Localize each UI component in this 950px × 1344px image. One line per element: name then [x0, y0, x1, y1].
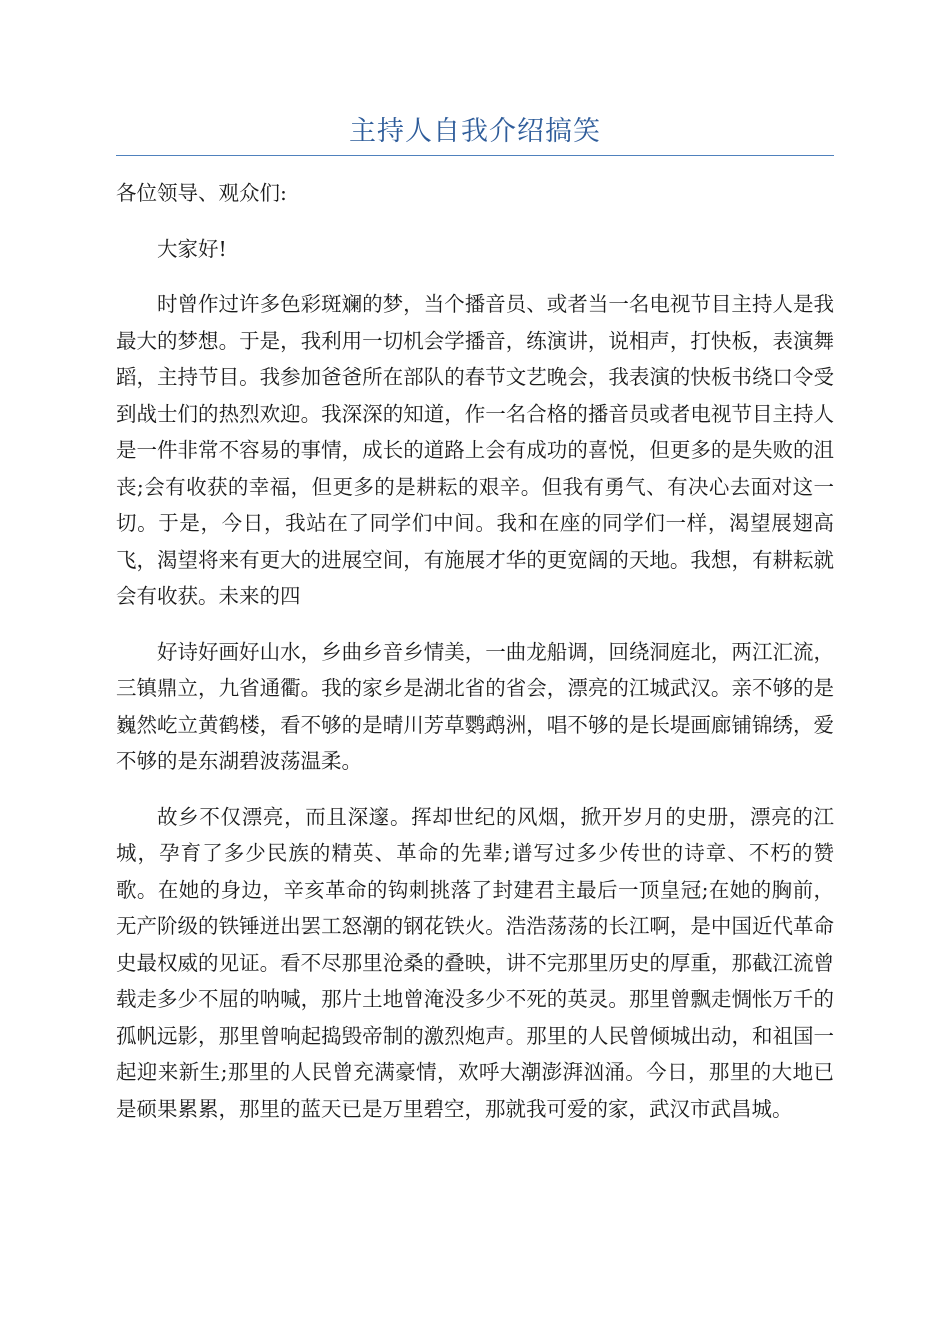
document-title: 主持人自我介绍搞笑	[349, 116, 601, 147]
paragraph: 好诗好画好山水，乡曲乡音乡情美，一曲龙船调，回绕洞庭北，两江汇流，三镇鼎立，九省通衢。我的家乡是湖北省的省会，漂亮的江城武汉。亲不够的是巍然屹立黄鹤楼，看不够的是晴川芳草鹦鹉洲，唱不够的是长堤画廊铺锦绣，爱不够的是东湖碧波荡温柔。	[116, 639, 834, 773]
paragraph: 时曾作过许多色彩斑斓的梦，当个播音员、或者当一名电视节目主持人是我最大的梦想。于是，我利用一切机会学播音，练演讲，说相声，打快板，表演舞蹈，主持节目。我参加爸爸所在部队的春节文艺晚会，我表演的快板书绕口令受到战士们的热烈欢迎。我深深的知道，作一名合格的播音员或者电视节目主持人是一件非常不容易的事情，成长的道路上会有成功的喜悦，但更多的是失败的沮丧;会有收获的幸福，但更多的是耕耘的艰辛。但我有勇气、有决心去面对这一切。于是，今日，我站在了同学们中间。我和在座的同学们一样，渴望展翅高飞，渴望将来有更大的进展空间，有施展才华的更宽阔的天地。我想，有耕耘就会有收获。未来的四	[116, 292, 834, 608]
document-page	[116, 0, 834, 1344]
title-underline	[116, 155, 834, 156]
paragraph: 故乡不仅漂亮，而且深邃。挥却世纪的风烟，掀开岁月的史册，漂亮的江城，孕育了多少民族的精英、革命的先辈;谱写过多少传世的诗章、不朽的赞歌。在她的身边，辛亥革命的钩刺挑落了封建君主最后一顶皇冠;在她的胸前，无产阶级的铁锤迸出罢工怒潮的钢花铁火。浩浩荡荡的长江啊，是中国近代革命史最权威的见证。看不尽那里沧桑的叠映，讲不完那里历史的厚重，那截江流曾载走多少不屈的呐喊，那片土地曾淹没多少不死的英灵。那里曾飘走惆怅万千的孤帆远影，那里曾响起捣毁帝制的激烈炮声。那里的人民曾倾城出动，和祖国一起迎来新生;那里的人民曾充满豪情，欢呼大潮澎湃汹涌。今日，那里的大地已是硕果累累，那里的蓝天已是万里碧空，那就我可爱的家，武汉市武昌城。	[116, 804, 834, 1121]
greeting: 大家好!	[157, 236, 227, 261]
salutation: 各位领导、观众们:	[116, 181, 287, 205]
document-body	[116, 175, 834, 1146]
